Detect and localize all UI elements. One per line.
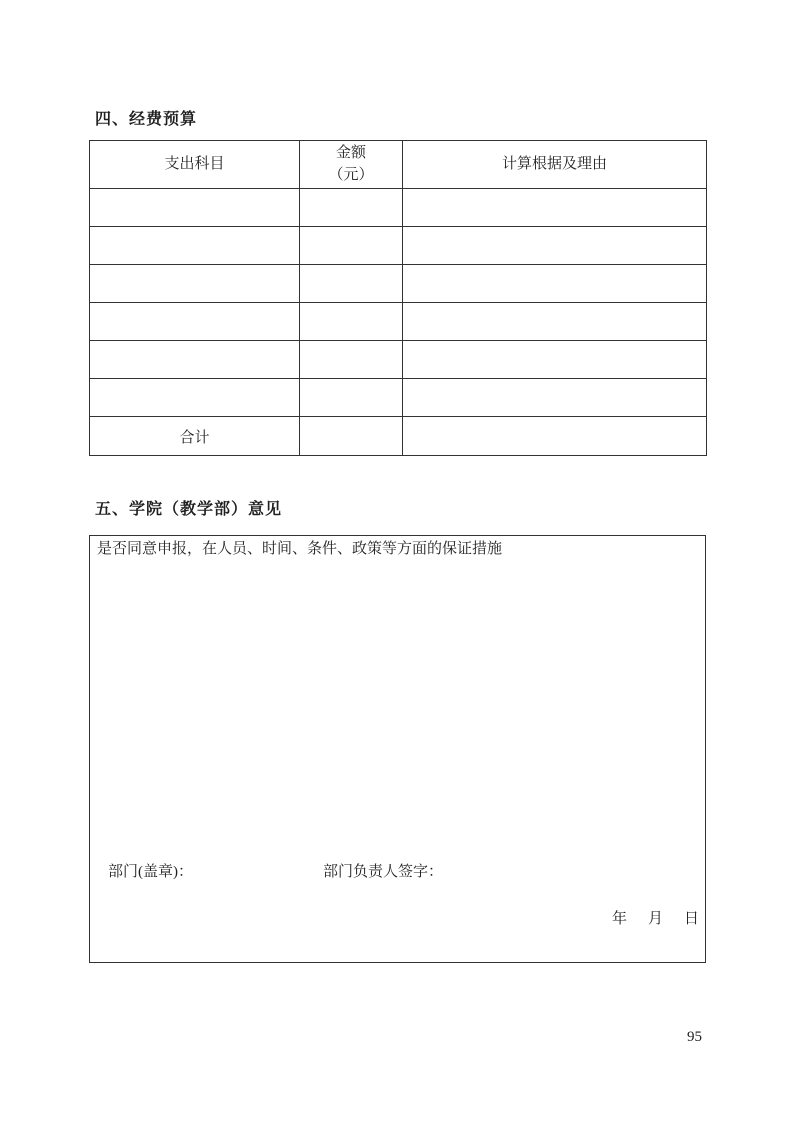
subject-cell-empty [90, 265, 300, 303]
amount-cell-empty [300, 341, 403, 379]
basis-cell-empty [403, 379, 707, 417]
header-amount-line2: （元） [328, 166, 374, 183]
subject-cell-empty [90, 303, 300, 341]
basis-cell-empty [403, 265, 707, 303]
total-label-cell: 合计 [90, 417, 300, 456]
amount-cell-empty [300, 265, 403, 303]
opinion-box [89, 535, 706, 963]
opinion-prompt-text: 是否同意申报，在人员、时间、条件、政策等方面的保证措施 [97, 541, 503, 557]
department-seal-label: 部门(盖章)： [108, 864, 193, 880]
basis-cell-empty [403, 303, 707, 341]
header-cell-basis: 计算根据及理由 [403, 141, 707, 189]
date-year-label: 年 [611, 911, 627, 927]
amount-cell-empty [300, 227, 403, 265]
subject-cell-empty [90, 227, 300, 265]
amount-cell-empty [300, 379, 403, 417]
subject-cell-empty [90, 341, 300, 379]
opinion-section-heading: 五、学院（教学部）意见 [95, 501, 283, 518]
amount-cell-empty [300, 303, 403, 341]
budget-table-body [90, 141, 707, 456]
basis-cell-empty [403, 227, 707, 265]
budget-total-row [90, 417, 707, 456]
basis-cell-empty [403, 341, 707, 379]
budget-empty-row [90, 341, 707, 379]
total-basis-cell [403, 417, 707, 456]
budget-empty-row [90, 227, 707, 265]
amount-cell-empty [300, 189, 403, 227]
budget-empty-row [90, 303, 707, 341]
total-amount-cell [300, 417, 403, 456]
subject-cell-empty [90, 189, 300, 227]
header-amount-line1: 金额 [335, 144, 366, 161]
budget-empty-row [90, 189, 707, 227]
budget-header-row [90, 141, 707, 189]
date-line [612, 907, 699, 928]
header-cell-amount [300, 141, 403, 189]
budget-table [89, 140, 707, 456]
budget-empty-row [90, 379, 707, 417]
basis-cell-empty [403, 189, 707, 227]
page-number: 95 [687, 1029, 702, 1045]
subject-cell-empty [90, 379, 300, 417]
head-signature-label: 部门负责人签字： [323, 864, 444, 880]
date-month-label: 月 [647, 911, 663, 927]
budget-empty-row [90, 265, 707, 303]
budget-section-heading: 四、经费预算 [95, 111, 198, 128]
header-cell-subject: 支出科目 [90, 141, 300, 189]
date-day-label: 日 [683, 911, 699, 927]
